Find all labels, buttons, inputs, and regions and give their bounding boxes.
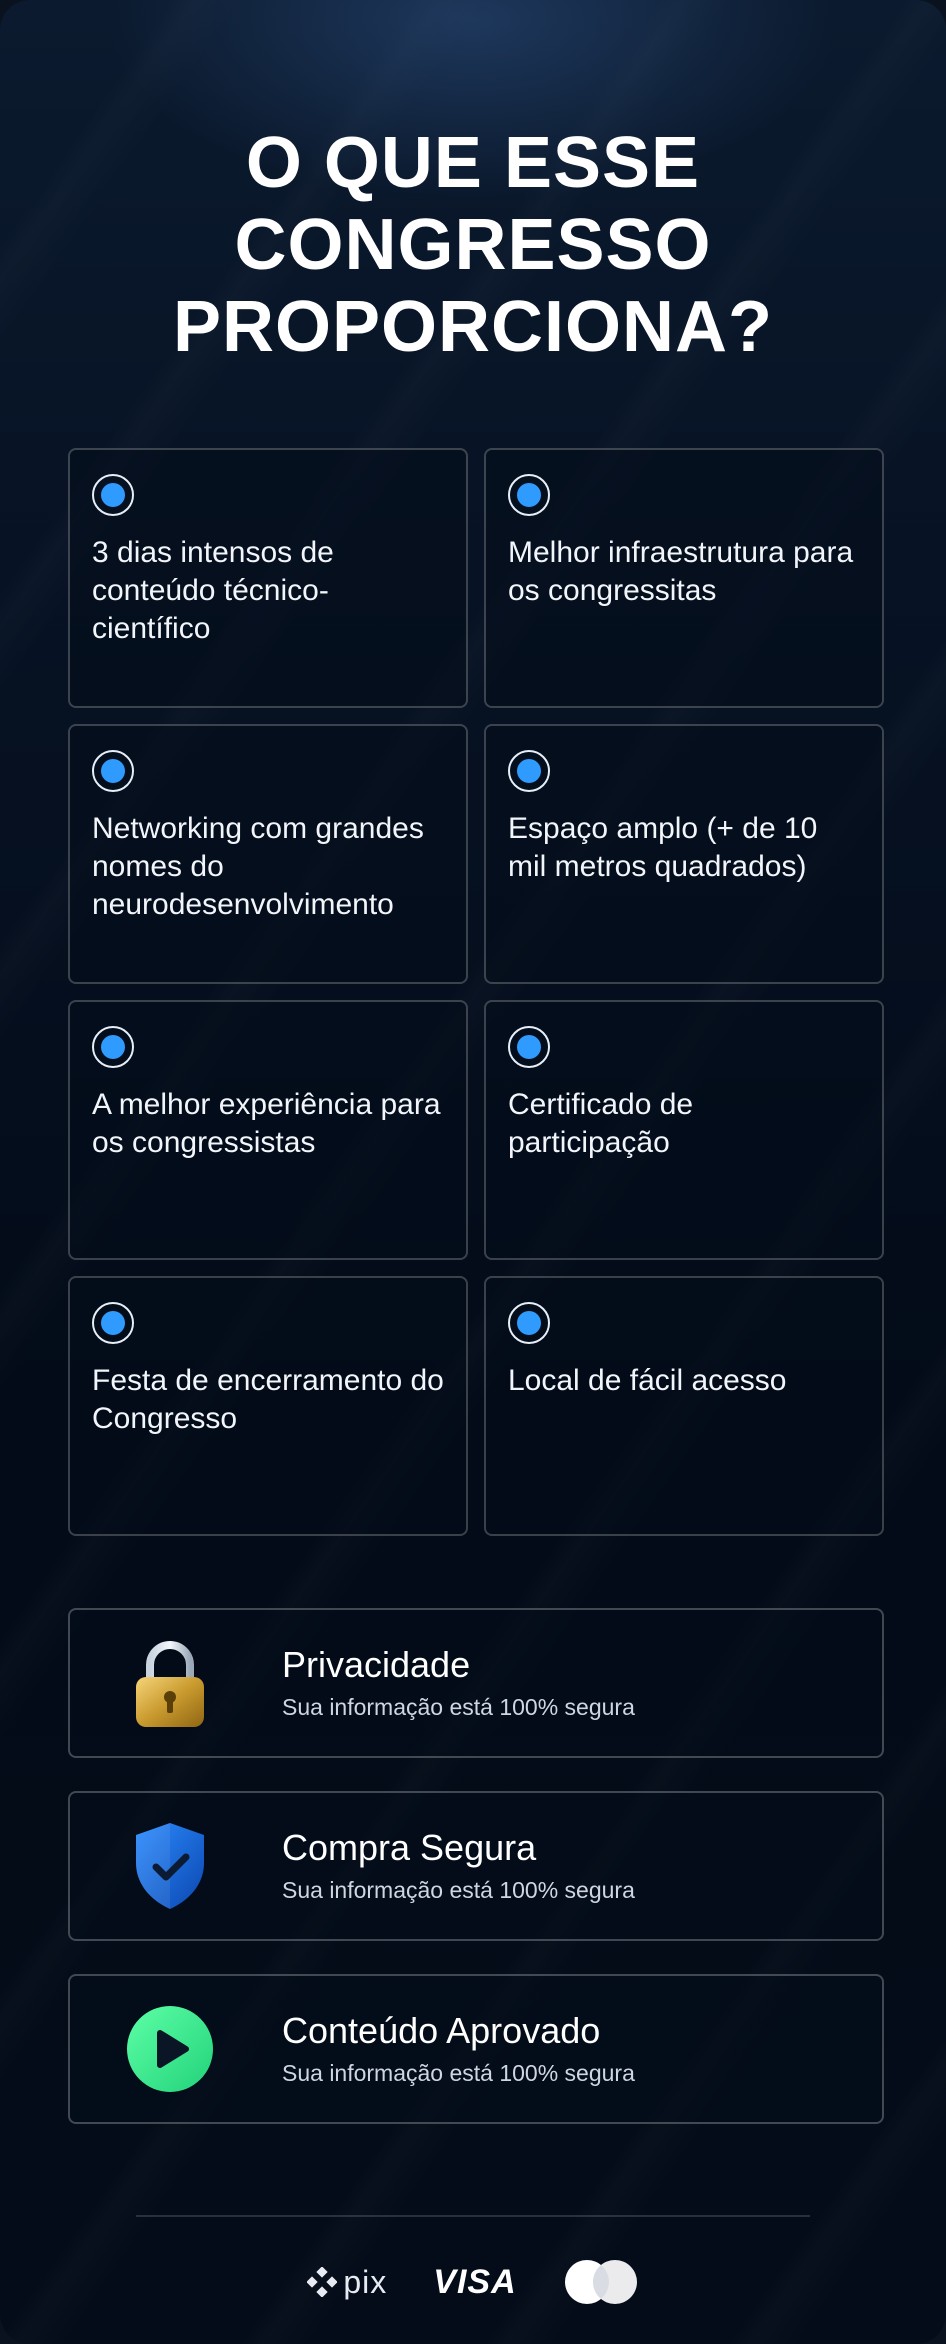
play-icon <box>122 2001 218 2097</box>
pix-icon <box>307 2267 337 2297</box>
feature-card <box>68 1276 468 1536</box>
feature-text: Festa de encerramento do Congresso <box>92 1364 444 1435</box>
trust-badges <box>68 1608 884 2157</box>
visa-label: VISA <box>433 2262 517 2301</box>
feature-text: Certificado de participação <box>508 1088 694 1159</box>
badge-subtitle: Sua informação está 100% segura <box>282 1877 635 1903</box>
bullet-dot-icon <box>92 474 134 516</box>
feature-card <box>484 448 884 708</box>
bullet-dot-icon <box>508 750 550 792</box>
privacy-badge <box>68 1608 884 1758</box>
badge-subtitle: Sua informação está 100% segura <box>282 1694 635 1720</box>
feature-text: Local de fácil acesso <box>508 1364 787 1397</box>
bullet-dot-icon <box>508 474 550 516</box>
features-grid <box>68 448 884 1536</box>
shield-check-icon <box>122 1818 218 1914</box>
feature-text: Espaço amplo (+ de 10 mil metros quadrados) <box>508 812 818 883</box>
mastercard-icon <box>563 2259 639 2305</box>
feature-text: Networking com grandes nomes do neurodesenvolvimento <box>92 812 424 921</box>
divider <box>136 2215 810 2217</box>
bullet-dot-icon <box>92 750 134 792</box>
badge-title: Compra Segura <box>282 1827 537 1868</box>
approved-content-badge <box>68 1974 884 2124</box>
feature-card <box>68 1000 468 1260</box>
badge-title: Privacidade <box>282 1644 471 1685</box>
bullet-dot-icon <box>92 1026 134 1068</box>
feature-card <box>484 1276 884 1536</box>
bullet-dot-icon <box>508 1026 550 1068</box>
page-title <box>0 122 946 368</box>
title-line-3: PROPORCIONA? <box>172 287 774 367</box>
payment-methods <box>0 2252 946 2312</box>
feature-text: A melhor experiência para os congressistas <box>92 1088 441 1159</box>
bullet-dot-icon <box>92 1302 134 1344</box>
badge-title: Conteúdo Aprovado <box>282 2010 601 2051</box>
feature-text: 3 dias intensos de conteúdo técnico-científico <box>92 536 334 645</box>
title-line-1: O QUE ESSE <box>245 123 701 203</box>
feature-card <box>484 724 884 984</box>
lock-icon <box>122 1635 218 1731</box>
feature-card <box>68 448 468 708</box>
title-line-2: CONGRESSO <box>234 205 712 285</box>
pix-label: pix <box>343 2263 388 2300</box>
feature-card <box>68 724 468 984</box>
badge-subtitle: Sua informação está 100% segura <box>282 2060 635 2086</box>
secure-purchase-badge <box>68 1791 884 1941</box>
feature-text: Melhor infraestrutura para os congressitas <box>508 536 854 607</box>
feature-card <box>484 1000 884 1260</box>
visa-logo <box>433 2263 516 2302</box>
pix-logo <box>307 2264 387 2301</box>
bullet-dot-icon <box>508 1302 550 1344</box>
